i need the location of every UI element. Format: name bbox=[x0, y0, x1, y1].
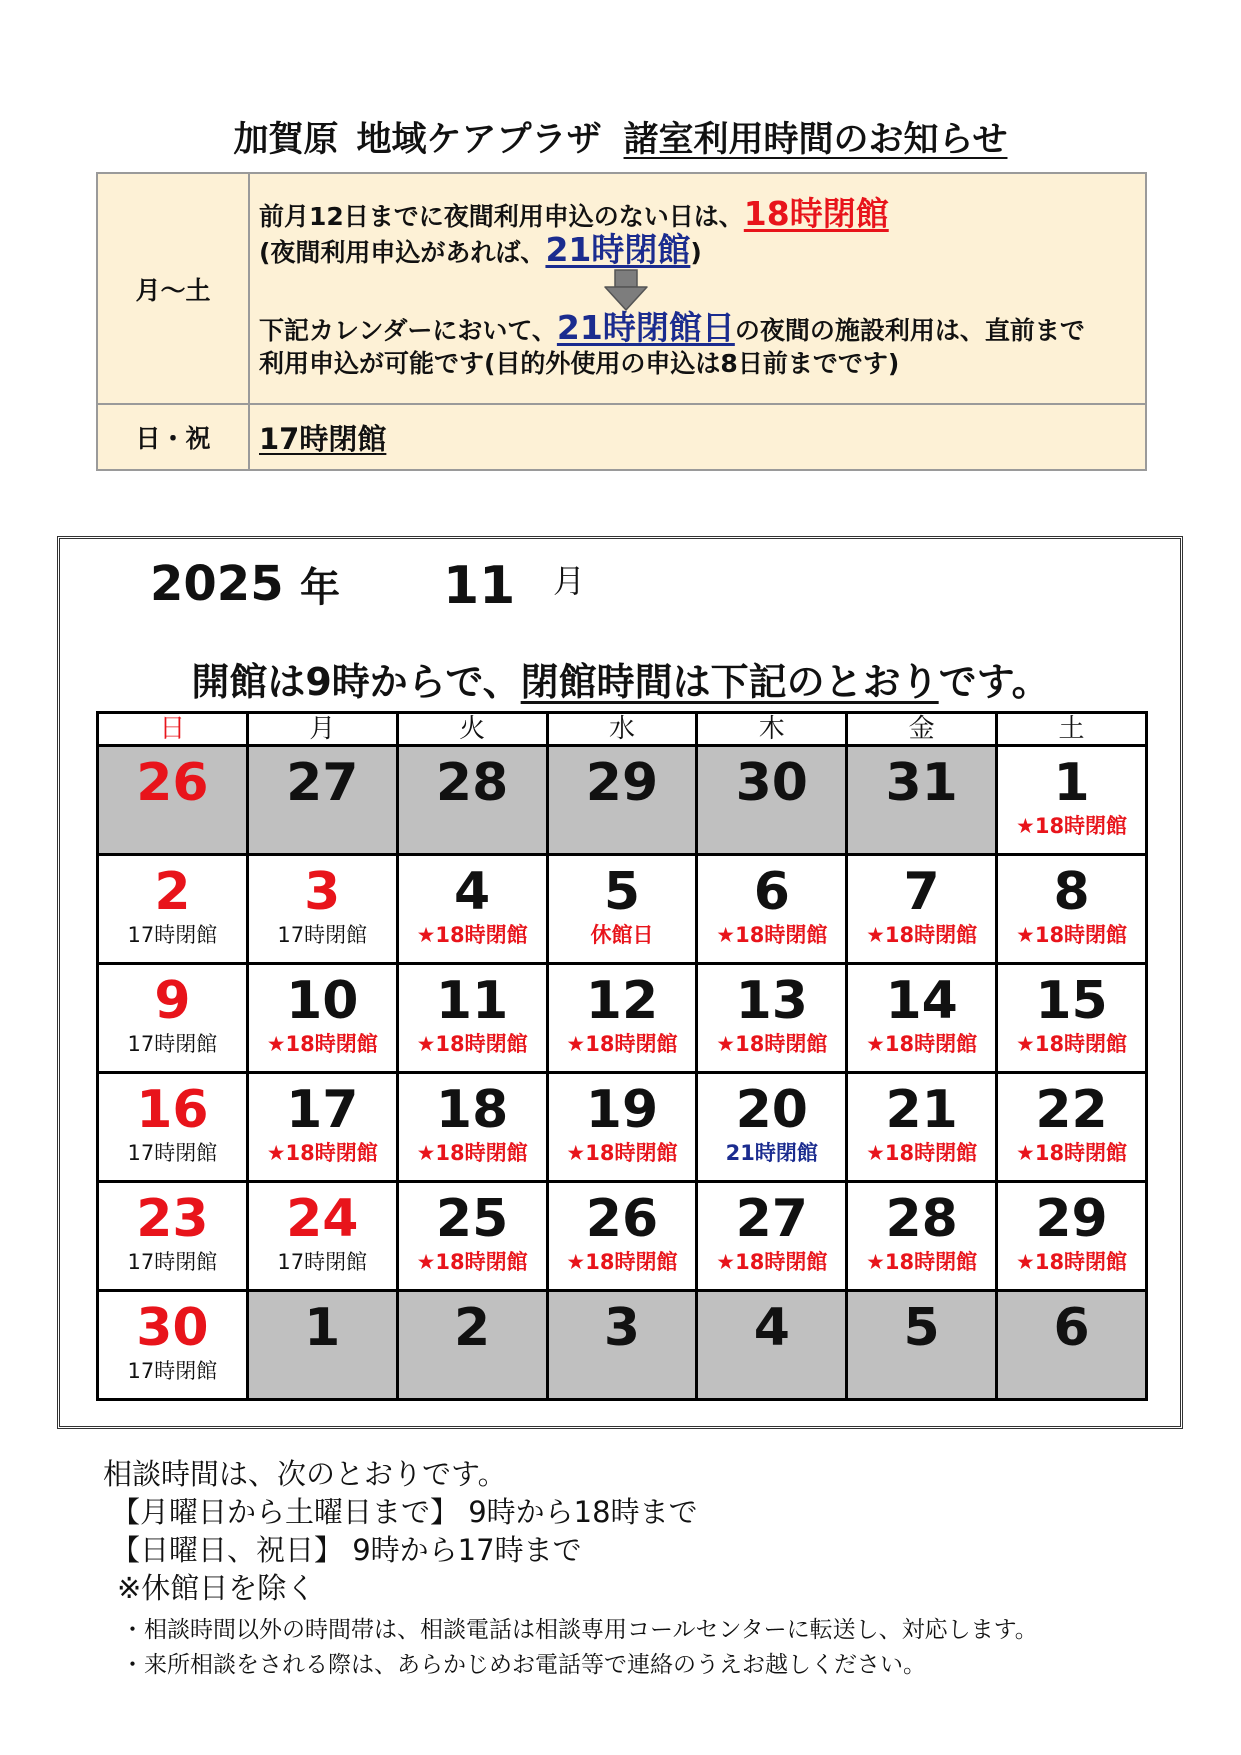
day-number: 11 bbox=[435, 971, 509, 1031]
day-closing-note: ★18時閉館 bbox=[266, 1141, 378, 1165]
day-closing-note: ★18時閉館 bbox=[1016, 923, 1128, 947]
calendar-day-cell bbox=[997, 855, 1147, 964]
calendar-week-row bbox=[98, 746, 1147, 855]
weekday-label: 月～土 bbox=[97, 173, 249, 404]
calendar-day-cell bbox=[847, 1291, 997, 1400]
calendar-week-row bbox=[98, 964, 1147, 1073]
calendar-day-cell bbox=[247, 1182, 397, 1291]
calendar-day-cell bbox=[397, 746, 547, 855]
hours-table bbox=[96, 172, 1147, 471]
day-number: 28 bbox=[885, 1189, 958, 1249]
holiday-close-text: 17時閉館 bbox=[259, 421, 387, 456]
day-closing-note: 21時閉館 bbox=[725, 1141, 818, 1165]
holiday-label: 日・祝 bbox=[97, 404, 249, 470]
weekday-header: 火 bbox=[397, 713, 547, 746]
holiday-row bbox=[97, 404, 1146, 470]
day-closing-note: ★18時閉館 bbox=[866, 1250, 978, 1274]
calendar-day-cell bbox=[98, 1073, 248, 1182]
calendar-day-cell bbox=[697, 964, 847, 1073]
day-number: 1 bbox=[1053, 753, 1090, 813]
calendar-day-cell bbox=[247, 964, 397, 1073]
calendar-day-cell bbox=[997, 1291, 1147, 1400]
day-closing-note: 17時閉館 bbox=[127, 1359, 218, 1383]
calendar-day-cell bbox=[247, 1291, 397, 1400]
day-number: 4 bbox=[753, 1298, 790, 1358]
weekday-header: 月 bbox=[247, 713, 397, 746]
calendar-day-cell bbox=[547, 964, 697, 1073]
calendar-day-cell bbox=[847, 964, 997, 1073]
day-number: 27 bbox=[286, 753, 359, 813]
calendar-day-cell bbox=[997, 1073, 1147, 1182]
calendar-day-cell bbox=[397, 855, 547, 964]
close-21-day-emph: 21時閉館日 bbox=[556, 308, 735, 347]
year-month-heading bbox=[150, 556, 850, 616]
calendar-day-cell bbox=[997, 1182, 1147, 1291]
day-closing-note: 休館日 bbox=[590, 923, 654, 947]
year-label: 年 bbox=[300, 565, 340, 611]
calendar-day-cell bbox=[847, 1182, 997, 1291]
calendar-day-cell bbox=[697, 1291, 847, 1400]
day-closing-note: ★18時閉館 bbox=[1016, 1141, 1128, 1165]
calendar-day-cell bbox=[547, 1291, 697, 1400]
consult-note-2: ・来所相談をされる際は、あらかじめお電話等で連絡のうえお越しください。 bbox=[121, 1652, 926, 1678]
day-closing-note: ★18時閉館 bbox=[416, 923, 528, 947]
day-closing-note: ★18時閉館 bbox=[716, 923, 828, 947]
day-number: 29 bbox=[585, 753, 659, 813]
day-number: 29 bbox=[1035, 1189, 1108, 1249]
calendar-day-cell bbox=[697, 1182, 847, 1291]
weekday-header: 水 bbox=[547, 713, 697, 746]
weekday-details bbox=[249, 173, 1146, 404]
month-label: 月 bbox=[553, 562, 586, 600]
day-closing-note: 17時閉館 bbox=[127, 1032, 218, 1056]
calendar-week-row bbox=[98, 855, 1147, 964]
day-number: 9 bbox=[154, 971, 191, 1031]
calendar-day-cell bbox=[98, 1291, 248, 1400]
day-closing-note: ★18時閉館 bbox=[716, 1250, 828, 1274]
weekday-line-1-text: 前月12日までに夜間利用申込のない日は、 bbox=[259, 202, 744, 231]
day-number: 21 bbox=[885, 1080, 958, 1140]
day-number: 26 bbox=[136, 753, 209, 813]
holiday-details bbox=[249, 404, 1146, 470]
day-number: 18 bbox=[435, 1080, 509, 1140]
calendar-day-cell bbox=[547, 1182, 697, 1291]
calendar-week-row bbox=[98, 1182, 1147, 1291]
calendar-week-row bbox=[98, 1291, 1147, 1400]
calendar-week-row bbox=[98, 1073, 1147, 1182]
day-closing-note: ★18時閉館 bbox=[566, 1141, 678, 1165]
day-number: 19 bbox=[585, 1080, 659, 1140]
day-closing-note: ★18時閉館 bbox=[416, 1250, 528, 1274]
day-number: 25 bbox=[435, 1189, 509, 1249]
day-closing-note: ★18時閉館 bbox=[716, 1032, 828, 1056]
consultation-section bbox=[103, 1455, 1203, 1683]
consult-exception: ※休館日を除く bbox=[117, 1571, 316, 1605]
day-closing-note: ★18時閉館 bbox=[416, 1141, 528, 1165]
day-closing-note: 17時閉館 bbox=[127, 1250, 218, 1274]
day-number: 27 bbox=[735, 1189, 808, 1249]
day-number: 23 bbox=[136, 1189, 209, 1249]
calendar-day-cell bbox=[547, 1073, 697, 1182]
day-number: 3 bbox=[603, 1298, 641, 1358]
day-number: 2 bbox=[454, 1298, 491, 1358]
day-number: 4 bbox=[454, 862, 491, 922]
day-closing-note: ★18時閉館 bbox=[866, 923, 978, 947]
notice-emph: 閉館時間は下記のとおり bbox=[520, 660, 939, 704]
calendar-day-cell bbox=[847, 855, 997, 964]
day-number: 1 bbox=[304, 1298, 341, 1358]
calendar-grid bbox=[96, 711, 1148, 1401]
day-number: 5 bbox=[903, 1298, 940, 1358]
down-arrow-icon bbox=[604, 269, 648, 311]
day-number: 3 bbox=[304, 862, 341, 922]
consult-weekday-hours: 【月曜日から土曜日まで】 9時から18時まで bbox=[111, 1495, 698, 1529]
calendar-day-cell bbox=[397, 964, 547, 1073]
calendar-notice bbox=[0, 651, 1241, 706]
day-number: 6 bbox=[1053, 1298, 1090, 1358]
day-closing-note: ★18時閉館 bbox=[1016, 814, 1128, 838]
calendar-day-cell bbox=[98, 1182, 248, 1291]
day-number: 31 bbox=[885, 753, 958, 813]
calendar-day-cell bbox=[547, 746, 697, 855]
weekday-line-3 bbox=[259, 308, 1144, 347]
day-closing-note: ★18時閉館 bbox=[866, 1032, 978, 1056]
day-number: 6 bbox=[753, 862, 790, 922]
calendar-day-cell bbox=[997, 746, 1147, 855]
day-closing-note: 17時閉館 bbox=[127, 1141, 218, 1165]
day-closing-note: ★18時閉館 bbox=[1016, 1032, 1128, 1056]
calendar-day-cell bbox=[247, 1073, 397, 1182]
calendar-day-cell bbox=[547, 855, 697, 964]
day-closing-note: 17時閉館 bbox=[277, 923, 368, 947]
calendar-day-cell bbox=[397, 1073, 547, 1182]
calendar-day-cell bbox=[397, 1182, 547, 1291]
consult-intro: 相談時間は、次のとおりです。 bbox=[103, 1457, 507, 1491]
close-18-emph: 18時閉館 bbox=[743, 194, 889, 233]
day-closing-note: ★18時閉館 bbox=[566, 1250, 678, 1274]
title-place: 加賀原 bbox=[233, 120, 339, 160]
calendar-day-cell bbox=[697, 1073, 847, 1182]
calendar-day-cell bbox=[697, 746, 847, 855]
day-closing-note: ★18時閉館 bbox=[416, 1032, 528, 1056]
consult-holiday-hours: 【日曜日、祝日】 9時から17時まで bbox=[111, 1533, 582, 1567]
weekday-line-2-suffix: ) bbox=[690, 238, 702, 267]
weekday-line-2-text: (夜間利用申込があれば、 bbox=[259, 238, 546, 267]
calendar-day-cell bbox=[98, 855, 248, 964]
day-number: 30 bbox=[136, 1298, 209, 1358]
day-number: 24 bbox=[286, 1189, 359, 1249]
weekday-line-4: 利用申込が可能です(目的外使用の申込は8日前までです) bbox=[259, 349, 900, 378]
calendar-day-cell bbox=[98, 746, 248, 855]
calendar-day-cell bbox=[997, 964, 1147, 1073]
notice-suffix: です。 bbox=[938, 660, 1050, 704]
day-number: 10 bbox=[286, 971, 359, 1031]
day-number: 7 bbox=[903, 862, 940, 922]
day-closing-note: ★18時閉館 bbox=[266, 1032, 378, 1056]
weekday-line-1 bbox=[259, 194, 1144, 233]
weekday-line-3-text: 下記カレンダーにおいて、 bbox=[259, 316, 557, 345]
notice-prefix: 開館は9時からで、 bbox=[191, 660, 521, 704]
day-number: 15 bbox=[1035, 971, 1108, 1031]
calendar-body bbox=[98, 746, 1147, 1400]
weekday-line-2 bbox=[259, 230, 1144, 269]
day-closing-note: ★18時閉館 bbox=[866, 1141, 978, 1165]
day-closing-note: ★18時閉館 bbox=[566, 1032, 678, 1056]
day-number: 20 bbox=[735, 1080, 808, 1140]
title-subject: 諸室利用時間のお知らせ bbox=[623, 120, 1008, 160]
day-number: 26 bbox=[585, 1189, 659, 1249]
day-closing-note: ★18時閉館 bbox=[1016, 1250, 1128, 1274]
weekday-row bbox=[97, 173, 1146, 404]
day-number: 14 bbox=[885, 971, 958, 1031]
day-number: 12 bbox=[585, 971, 659, 1031]
month-value: 11 bbox=[443, 556, 516, 616]
weekday-header-row bbox=[98, 713, 1147, 746]
weekday-header: 金 bbox=[847, 713, 997, 746]
calendar-day-cell bbox=[847, 1073, 997, 1182]
day-number: 8 bbox=[1053, 862, 1090, 922]
day-number: 17 bbox=[286, 1080, 359, 1140]
day-number: 5 bbox=[603, 862, 641, 922]
day-number: 28 bbox=[435, 753, 509, 813]
calendar-day-cell bbox=[697, 855, 847, 964]
weekday-header: 日 bbox=[98, 713, 248, 746]
calendar-day-cell bbox=[247, 855, 397, 964]
weekday-header: 土 bbox=[997, 713, 1147, 746]
weekday-header: 木 bbox=[697, 713, 847, 746]
weekday-line-3-suffix: の夜間の施設利用は、直前まで bbox=[734, 316, 1085, 345]
day-number: 30 bbox=[735, 753, 808, 813]
page-title bbox=[0, 112, 1241, 162]
day-number: 22 bbox=[1035, 1080, 1108, 1140]
day-number: 2 bbox=[154, 862, 191, 922]
title-facility: 地域ケアプラザ bbox=[356, 120, 602, 160]
day-number: 13 bbox=[735, 971, 808, 1031]
year-value: 2025 bbox=[150, 556, 284, 612]
day-closing-note: 17時閉館 bbox=[277, 1250, 368, 1274]
arrow-wrap bbox=[259, 269, 1144, 311]
calendar-day-cell bbox=[247, 746, 397, 855]
day-closing-note: 17時閉館 bbox=[127, 923, 218, 947]
consult-note-1: ・相談時間以外の時間帯は、相談電話は相談専用コールセンターに転送し、対応します。 bbox=[121, 1617, 1038, 1643]
calendar-day-cell bbox=[397, 1291, 547, 1400]
close-21-emph: 21時閉館 bbox=[545, 230, 691, 269]
calendar-day-cell bbox=[98, 964, 248, 1073]
day-number: 16 bbox=[136, 1080, 209, 1140]
calendar-day-cell bbox=[847, 746, 997, 855]
